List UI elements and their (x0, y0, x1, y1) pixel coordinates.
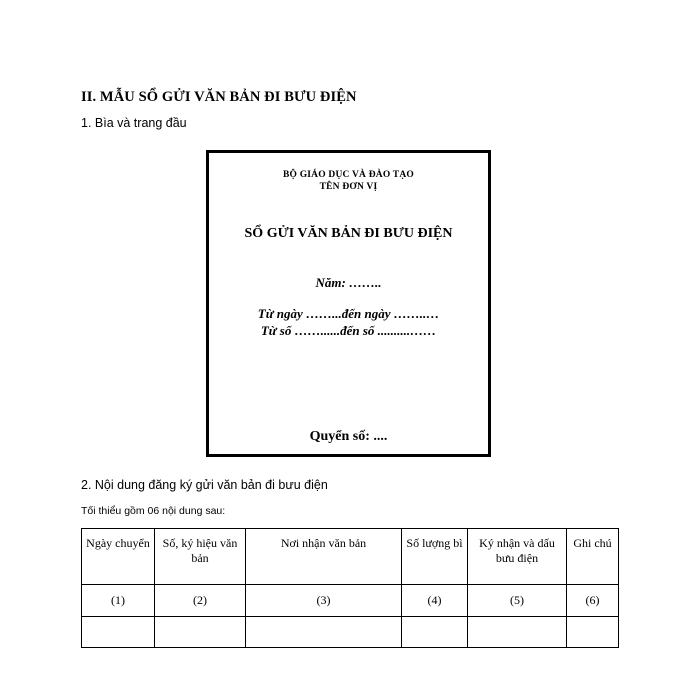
table-header-row (82, 529, 619, 585)
section-heading: II. MẪU SỔ GỬI VĂN BẢN ĐI BƯU ĐIỆN (81, 89, 357, 105)
blank-cell (82, 617, 155, 648)
header-transfer-date: Ngày chuyển (82, 529, 155, 585)
minimum-contents-note: Tối thiểu gồm 06 nội dung sau: (81, 505, 226, 517)
header-notes: Ghi chú (567, 529, 619, 585)
table-column-number-row (82, 585, 619, 617)
column-number: (3) (246, 585, 402, 617)
cover-date-range-line: Từ ngày ……...đến ngày ……..… (257, 306, 440, 321)
cover-number-range-line: Từ số ……......đến số ..........…… (260, 323, 437, 338)
blank-cell (402, 617, 468, 648)
blank-cell (155, 617, 246, 648)
registration-table (81, 528, 619, 648)
blank-cell (246, 617, 402, 648)
table-blank-row (82, 617, 619, 648)
column-number: (2) (155, 585, 246, 617)
header-envelope-count: Số lượng bì (402, 529, 468, 585)
column-number: (4) (402, 585, 468, 617)
cover-volume-line: Quyển số: .... (309, 429, 388, 444)
part1-label: 1. Bìa và trang đầu (81, 116, 187, 130)
part2-label: 2. Nội dung đăng ký gửi văn bản đi bưu điện (81, 478, 328, 492)
cover-book-title: SỔ GỬI VĂN BẢN ĐI BƯU ĐIỆN (244, 226, 453, 241)
cover-ministry: BỘ GIÁO DỤC VÀ ĐÀO TẠO (283, 170, 414, 180)
column-number: (1) (82, 585, 155, 617)
header-post-office-signature: Ký nhận và dấu bưu điện (468, 529, 567, 585)
blank-cell (468, 617, 567, 648)
column-number: (6) (567, 585, 619, 617)
blank-cell (567, 617, 619, 648)
header-document-number: Số, ký hiệu văn bản (155, 529, 246, 585)
column-number: (5) (468, 585, 567, 617)
header-recipient: Nơi nhận văn bản (246, 529, 402, 585)
cover-year-line: Năm: …….. (315, 275, 382, 290)
cover-unit-name: TÊN ĐƠN VỊ (319, 182, 378, 192)
book-cover-frame (206, 150, 491, 457)
